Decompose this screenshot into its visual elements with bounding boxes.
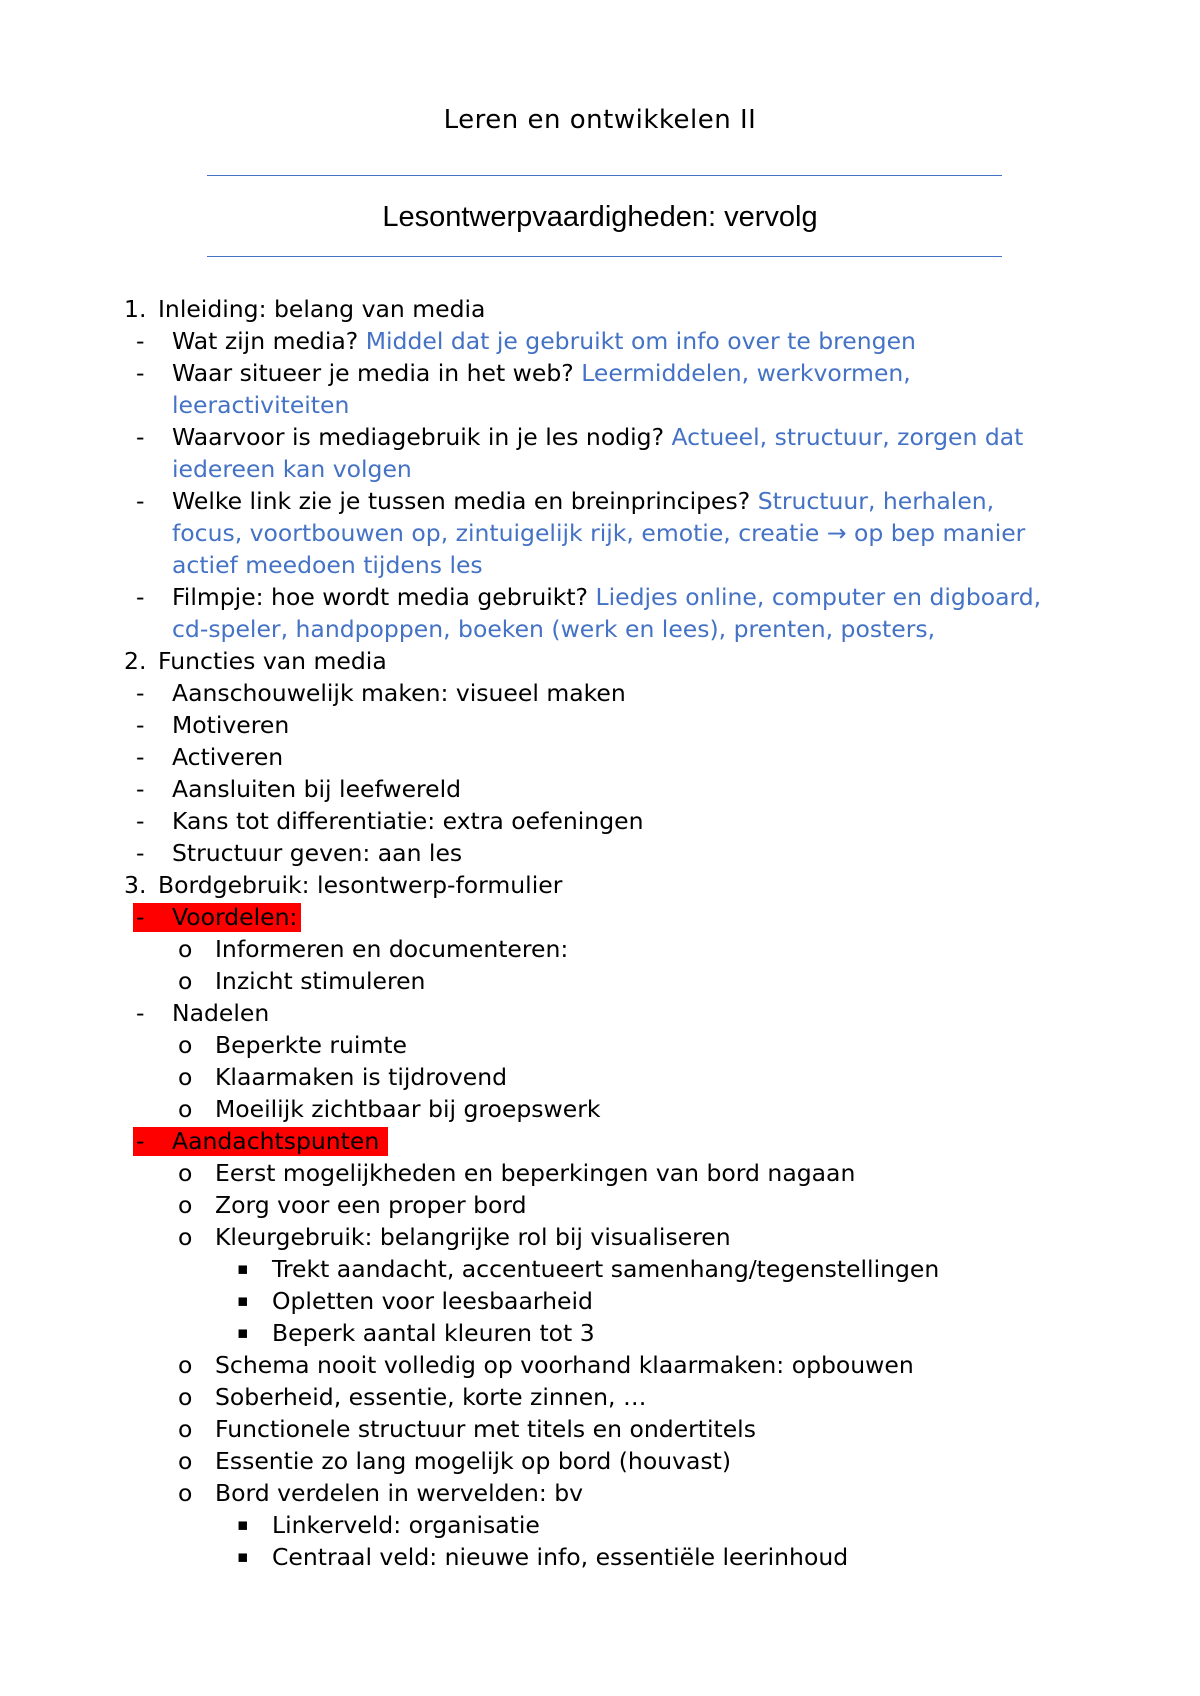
list-item-continuation: iedereen kan volgen: [172, 455, 412, 483]
sub-list-item: o Informeren en documenteren:: [178, 935, 569, 963]
section-heading: 3. Bordgebruik: lesontwerp-formulier: [124, 871, 563, 899]
list-item: - Welke link zie je tussen media en breinprincipes? Structuur, herhalen,: [136, 487, 995, 515]
section-heading: 2. Functies van media: [124, 647, 387, 675]
list-item: - Activeren: [136, 743, 284, 771]
sub-list-item: o Moeilijk zichtbaar bij groepswerk: [178, 1095, 601, 1123]
list-item: - Nadelen: [136, 999, 270, 1027]
list-item-continuation: actief meedoen tijdens les: [172, 551, 483, 579]
sub-list-item: o Schema nooit volledig op voorhand klaarmaken: opbouwen: [178, 1351, 914, 1379]
sub-list-item: o Functionele structuur met titels en ondertitels: [178, 1415, 756, 1443]
list-item: - Wat zijn media? Middel dat je gebruikt om info over te brengen: [136, 327, 916, 355]
sub-list-item: o Zorg voor een proper bord: [178, 1191, 527, 1219]
divider-bottom: [207, 256, 1002, 257]
list-item: - Aanschouwelijk maken: visueel maken: [136, 679, 626, 707]
sub-list-item: o Inzicht stimuleren: [178, 967, 426, 995]
sub-sub-list-item: ▪ Trekt aandacht, accentueert samenhang/tegenstellingen: [237, 1255, 940, 1283]
sub-list-item: o Soberheid, essentie, korte zinnen, …: [178, 1383, 647, 1411]
sub-sub-list-item: ▪ Beperk aantal kleuren tot 3: [237, 1319, 595, 1347]
list-item-highlighted: - Aandachtspunten: [0, 1125, 1200, 1157]
sub-list-item: o Essentie zo lang mogelijk op bord (houvast): [178, 1447, 732, 1475]
list-item: - Waar situeer je media in het web? Leermiddelen, werkvormen,: [136, 359, 911, 387]
list-item: - Structuur geven: aan les: [136, 839, 463, 867]
section-heading: 1. Inleiding: belang van media: [124, 295, 486, 323]
sub-sub-list-item: ▪ Linkerveld: organisatie: [237, 1511, 540, 1539]
list-item: - Filmpje: hoe wordt media gebruikt? Liedjes online, computer en digboard,: [136, 583, 1042, 611]
document-title: Leren en ontwikkelen II: [443, 105, 757, 135]
sub-list-item: o Bord verdelen in wervelden: bv: [178, 1479, 584, 1507]
list-item: - Waarvoor is mediagebruik in je les nodig? Actueel, structuur, zorgen dat: [136, 423, 1024, 451]
list-item-continuation: focus, voortbouwen op, zintuigelijk rijk, emotie, creatie → op bep manier: [172, 519, 1026, 547]
list-item-continuation: leeractiviteiten: [172, 391, 350, 419]
list-item-continuation: cd-speler, handpoppen, boeken (werk en lees), prenten, posters,: [172, 615, 936, 643]
sub-sub-list-item: ▪ Opletten voor leesbaarheid: [237, 1287, 593, 1315]
list-item-highlighted: - Voordelen:: [0, 901, 1200, 933]
list-item: - Aansluiten bij leefwereld: [136, 775, 462, 803]
sub-list-item: o Klaarmaken is tijdrovend: [178, 1063, 508, 1091]
list-item: - Motiveren: [136, 711, 290, 739]
sub-list-item: o Kleurgebruik: belangrijke rol bij visualiseren: [178, 1223, 731, 1251]
list-item: - Kans tot differentiatie: extra oefeningen: [136, 807, 644, 835]
sub-sub-list-item: ▪ Centraal veld: nieuwe info, essentiële leerinhoud: [237, 1543, 849, 1571]
sub-list-item: o Beperkte ruimte: [178, 1031, 408, 1059]
divider-top: [207, 175, 1002, 176]
sub-list-item: o Eerst mogelijkheden en beperkingen van bord nagaan: [178, 1159, 856, 1187]
document-body: [0, 293, 1200, 1573]
document-subtitle: Lesontwerpvaardigheden: vervolg: [382, 201, 818, 233]
